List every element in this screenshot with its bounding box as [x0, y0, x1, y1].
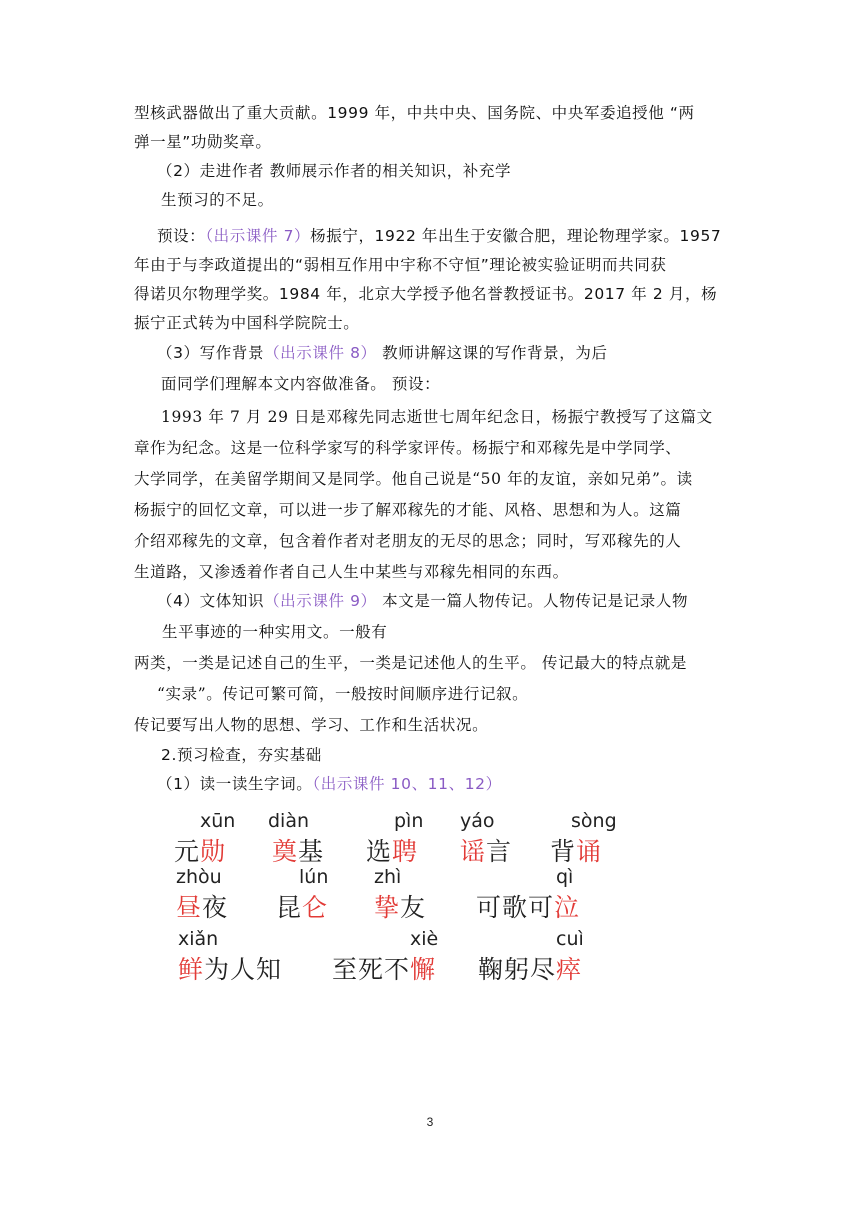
text-line: 章作为纪念。这是一位科学家写的科学家评传。杨振宁和邓稼先是中学同学、 — [134, 439, 682, 457]
courseware-ref: （出示课件 8） — [264, 344, 377, 362]
text-line — [157, 773, 502, 795]
vocab-word: 选聘 — [366, 837, 419, 866]
pinyin: pìn — [394, 810, 424, 832]
pinyin: sòng — [571, 810, 617, 832]
vocab-word: 谣言 — [460, 837, 513, 866]
vocab-word: 鲜为人知 — [178, 955, 283, 984]
text-line: 大学同学，在美留学期间又是同学。他自己说是“50 年的友谊，亲如兄弟”。读 — [134, 470, 693, 488]
text-segment: 本文是一篇人物传记。人物传记是记录人物 — [376, 592, 689, 610]
text-line: 杨振宁的回忆文章，可以进一步了解邓稼先的才能、风格、思想和为人。这篇 — [134, 501, 682, 519]
text-line: 弹一星”功勋奖章。 — [134, 133, 272, 151]
text-segment: （1）读一读生字词。 — [157, 775, 313, 793]
courseware-ref: （出示课件 7） — [205, 227, 311, 245]
text-segment: 杨振宁，1922 年出生于安徽合肥，理论物理学家。1957 — [310, 227, 722, 245]
text-line: “实录”。传记可繁可简，一般按时间顺序进行记叙。 — [157, 685, 529, 703]
pinyin: xiǎn — [178, 928, 219, 950]
text-line: 年由于与李政道提出的“弱相互作用中宇称不守恒”理论被实验证明而共同获 — [134, 256, 667, 274]
text-line: （2）走进作者 教师展示作者的相关知识，补充学 — [157, 162, 512, 180]
vocab-word: 背诵 — [550, 837, 603, 866]
text-segment: （4）文体知识 — [157, 592, 265, 610]
vocab-word: 鞠躬尽瘁 — [478, 955, 583, 984]
page-number: 3 — [426, 1115, 434, 1129]
pinyin: zhì — [374, 866, 402, 888]
courseware-ref: （出示课件 10、11、12） — [312, 775, 502, 793]
text-line — [157, 590, 688, 612]
pinyin: zhòu — [176, 866, 222, 888]
text-line: 介绍邓稼先的文章，包含着作者对老朋友的无尽的思念；同时，写邓稼先的人 — [134, 532, 682, 550]
vocab-word: 昆仑 — [276, 893, 329, 922]
pinyin: qì — [556, 866, 574, 888]
text-line — [157, 225, 721, 247]
vocab-word: 挚友 — [374, 893, 427, 922]
text-segment: （3）写作背景 — [157, 344, 265, 362]
text-line: 振宁正式转为中国科学院院士。 — [134, 314, 360, 332]
pinyin: cuì — [556, 928, 584, 950]
vocab-word: 昼夜 — [176, 893, 229, 922]
text-line: 两类，一类是记述自己的生平，一类是记述他人的生平。 传记最大的特点就是 — [134, 654, 687, 672]
courseware-ref: （出示课件 9） — [264, 592, 377, 610]
text-line — [157, 342, 608, 364]
vocab-word: 奠基 — [272, 837, 325, 866]
text-line: 生道路，又渗透着作者自己人生中某些与邓稼先相同的东西。 — [134, 563, 569, 581]
text-line: 1993 年 7 月 29 日是邓稼先同志逝世七周年纪念日，杨振宁教授写了这篇文 — [161, 408, 713, 426]
pinyin: xiè — [410, 928, 439, 950]
pinyin: lún — [299, 866, 329, 888]
section-heading: 2.预习检查，夯实基础 — [161, 746, 322, 764]
pinyin: diàn — [268, 810, 310, 832]
text-line: 生平事迹的一种实用文。一般有 — [162, 623, 388, 641]
text-line: 传记要写出人物的思想、学习、工作和生活状况。 — [134, 716, 489, 734]
text-segment: 教师讲解这课的写作背景，为后 — [376, 344, 608, 362]
text-line: 生预习的不足。 — [161, 191, 274, 209]
vocab-word: 可歌可泣 — [476, 893, 581, 922]
vocab-word: 至死不懈 — [332, 955, 437, 984]
text-line: 型核武器做出了重大贡献。1999 年，中共中央、国务院、中央军委追授他 “两 — [134, 104, 695, 122]
pinyin: yáo — [460, 810, 495, 832]
text-line: 面同学们理解本文内容做准备。 预设： — [161, 375, 441, 393]
pinyin: xūn — [200, 810, 236, 832]
text-segment: 预设： — [157, 227, 206, 245]
vocab-word: 元勋 — [174, 837, 227, 866]
text-line: 得诺贝尔物理学奖。1984 年，北京大学授予他名誉教授证书。2017 年 2 月，杨 — [134, 285, 718, 303]
